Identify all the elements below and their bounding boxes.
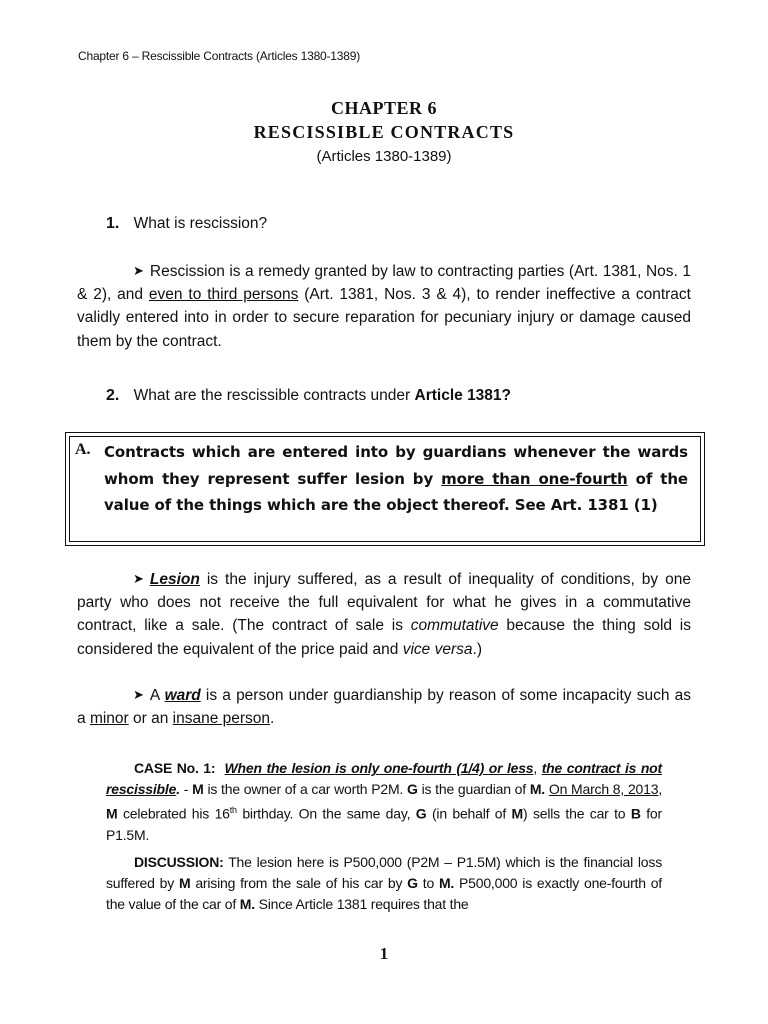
underlined-term: more than one-fourth xyxy=(441,469,628,488)
rule-text: Contracts which are entered into by guardians whenever the wards whom they represent suffer lesion by more than one-fourth of the value of the things which are the object thereof. See Art. 1381 (1) xyxy=(104,443,688,514)
underlined-term: even to third persons xyxy=(148,286,299,304)
arrow-bullet-icon: ➤ xyxy=(133,263,144,278)
chapter-subtitle: RESCISSIBLE CONTRACTS xyxy=(253,122,515,142)
discussion: DISCUSSION: The lesion here is P500,000 (P2M – P1.5M) which is the financial loss suffered by M arising from the sale of his car by G to M. P500,000 is exactly one-fourth of the value of the car of M. Since Article 1381 requires that the xyxy=(106,854,662,912)
arrow-bullet-icon: ➤ xyxy=(133,687,144,702)
case-label: CASE No. 1: xyxy=(134,760,216,776)
question-1 xyxy=(106,213,267,235)
question-text: What is rescission? xyxy=(133,215,268,232)
case-date: On March 8, 2013 xyxy=(548,781,659,797)
question-2 xyxy=(106,385,511,407)
defined-term-lesion: Lesion xyxy=(149,571,200,588)
article-reference: Article 1381? xyxy=(414,387,512,404)
rescission-definition: ➤ Rescission is a remedy granted by law to contracting parties (Art. 1381, Nos. 1 & 2), and even to third persons (Art. 1381, Nos. 3 & 4), to render ineffective a contract validly entered into in order to secure reparation for pecuniary injury or damage caused them by the contract. xyxy=(77,263,691,350)
defined-term-ward: ward xyxy=(164,687,201,704)
title-block xyxy=(0,96,768,168)
question-text: What are the rescissible contracts under xyxy=(133,387,415,404)
page-number: 1 xyxy=(379,944,389,963)
running-header: Chapter 6 – Rescissible Contracts (Articles 1380-1389) xyxy=(78,49,360,63)
case-1: CASE No. 1: When the lesion is only one-fourth (1/4) or less, the contract is not rescissible. - M is the owner of a car worth P2M. G is the guardian of M. On March 8, 2013, M celebrated his 16th birthday. On the same day, G (in behalf of M) sells the car to B for P1.5M. xyxy=(106,760,663,843)
question-number: 2. xyxy=(106,387,120,404)
rule-letter: A. xyxy=(75,441,91,458)
discussion-label: DISCUSSION: xyxy=(134,854,224,870)
lesion-definition: ➤ Lesion is the injury suffered, as a result of inequality of conditions, by one party who does not receive the full equivalent for what he gives in a commutative contract, like a sale. (The contract of sale is commutative because the thing sold is considered the equivalent of the price paid and vice versa.) xyxy=(77,571,691,658)
chapter-title: CHAPTER 6 xyxy=(330,98,437,118)
arrow-bullet-icon: ➤ xyxy=(133,571,144,586)
question-number: 1. xyxy=(106,215,120,232)
ward-definition: ➤ A ward is a person under guardianship by reason of some incapacity such as a minor or an insane person. xyxy=(77,687,691,728)
case-heading-2: the contract is not rescissible xyxy=(106,760,662,797)
rule-box-a xyxy=(65,432,705,546)
case-heading: When the lesion is only one-fourth (1/4) or less xyxy=(224,760,534,776)
chapter-range: (Articles 1380-1389) xyxy=(316,148,452,165)
